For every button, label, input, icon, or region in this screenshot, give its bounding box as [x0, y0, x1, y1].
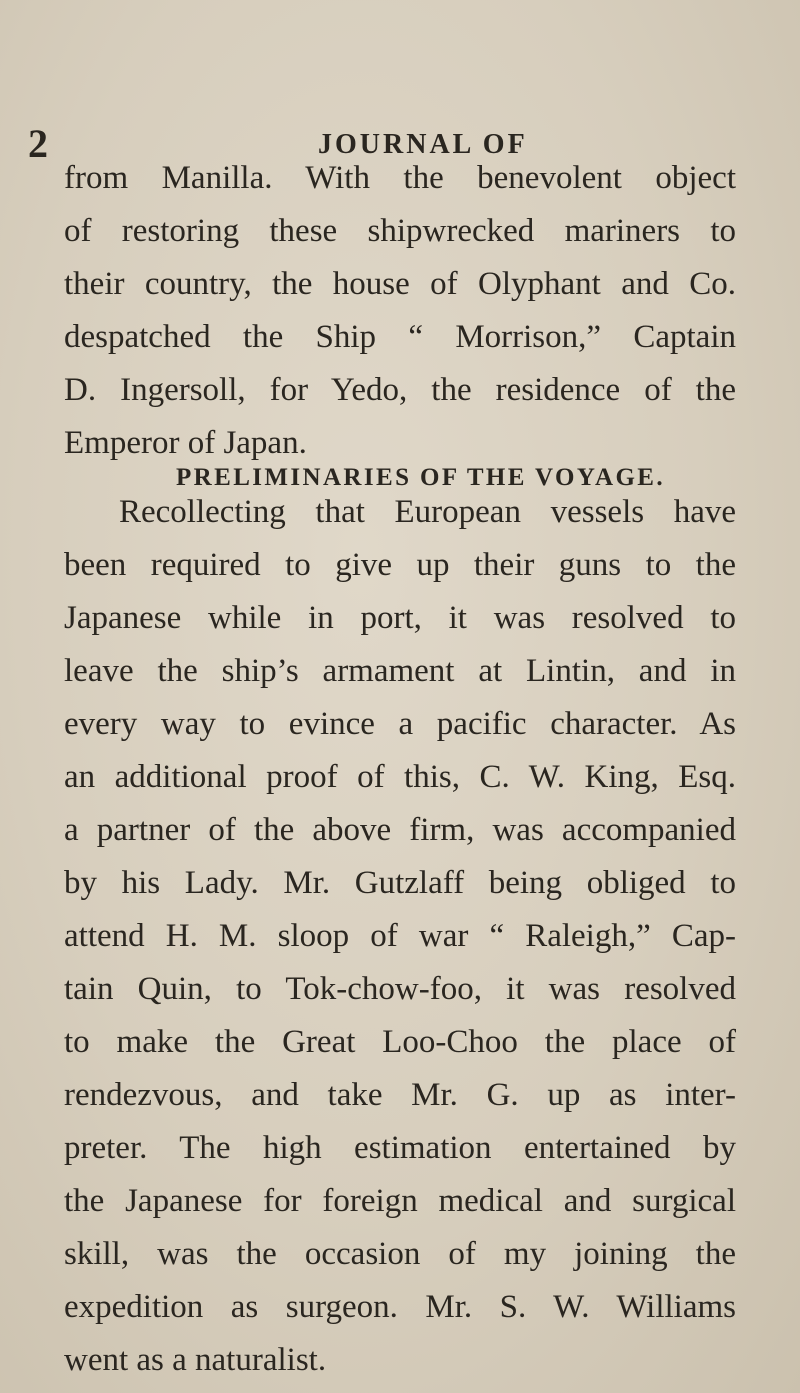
text-line: rendezvous, and take Mr. G. up as inter-	[64, 1077, 736, 1113]
text-line: their country, the house of Olyphant and Co.	[64, 266, 736, 302]
text-line: Japanese while in port, it was resolved to	[64, 600, 736, 636]
text-line: by his Lady. Mr. Gutzlaff being obliged to	[64, 865, 736, 901]
text-line: from Manilla. With the benevolent object	[64, 160, 736, 196]
text-line: Recollecting that European vessels have	[119, 494, 736, 530]
paragraph-continuation	[64, 152, 736, 470]
text-line: a partner of the above firm, was accompanied	[64, 812, 736, 848]
text-line: tain Quin, to Tok-chow-foo, it was resolved	[64, 971, 736, 1007]
paragraph-preliminaries	[64, 486, 736, 1387]
text-line: D. Ingersoll, for Yedo, the residence of the	[64, 372, 736, 408]
text-line: been required to give up their guns to the	[64, 547, 736, 583]
text-line: attend H. M. sloop of war “ Raleigh,” Cap-	[64, 918, 736, 954]
text-line: preter. The high estimation entertained by	[64, 1130, 736, 1166]
text-line: the Japanese for foreign medical and surgical	[64, 1183, 736, 1219]
running-head: JOURNAL OF	[318, 129, 528, 160]
text-line: leave the ship’s armament at Lintin, and in	[64, 653, 736, 689]
text-line: expedition as surgeon. Mr. S. W. Williams	[64, 1289, 736, 1325]
page-number: 2	[28, 121, 48, 166]
section-heading: PRELIMINARIES OF THE VOYAGE.	[176, 464, 666, 491]
text-line: an additional proof of this, C. W. King, Esq.	[64, 759, 736, 795]
text-line: went as a naturalist.	[64, 1342, 327, 1378]
text-line: Emperor of Japan.	[64, 425, 307, 461]
text-line: every way to evince a pacific character. As	[64, 706, 736, 742]
text-line: of restoring these shipwrecked mariners to	[64, 213, 736, 249]
text-line: skill, was the occasion of my joining the	[64, 1236, 736, 1272]
text-line: despatched the Ship “ Morrison,” Captain	[64, 319, 736, 355]
text-line: to make the Great Loo-Choo the place of	[64, 1024, 736, 1060]
